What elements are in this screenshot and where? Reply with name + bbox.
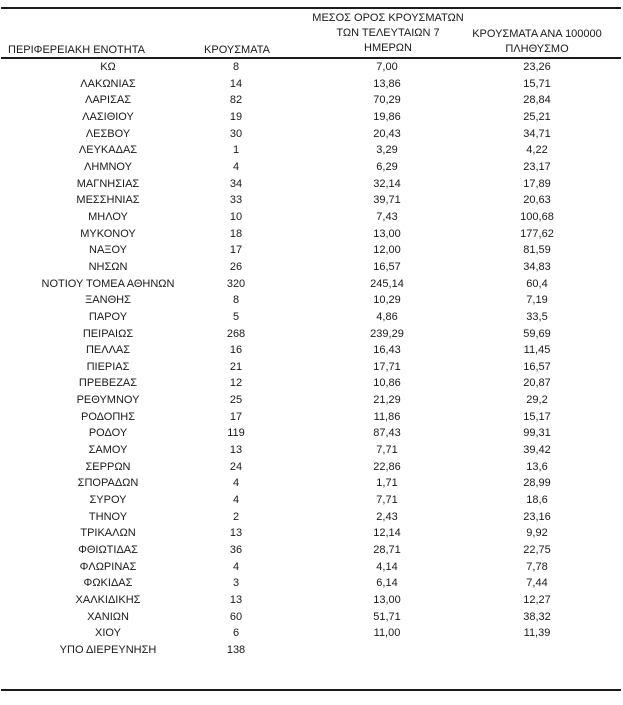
table-row bbox=[0, 242, 623, 259]
cases-cell: 14 bbox=[229, 77, 243, 90]
avg7-cell: 7,00 bbox=[376, 61, 398, 73]
region-cell: ΜΑΓΝΗΣΙΑΣ bbox=[76, 177, 140, 190]
per100k-cell: 38,32 bbox=[523, 610, 551, 623]
cases-cell: 4 bbox=[232, 560, 240, 573]
cases-cell: 24 bbox=[229, 460, 243, 473]
table-row bbox=[0, 642, 623, 659]
per100k-cell: 17,89 bbox=[523, 177, 551, 190]
cases-cell: 4 bbox=[232, 160, 240, 173]
cases-cell: 138 bbox=[226, 643, 246, 656]
per100k-cell: 20,87 bbox=[523, 377, 551, 390]
region-cell: ΣΠΟΡΑΔΩΝ bbox=[77, 477, 139, 490]
table-row bbox=[0, 92, 623, 109]
cases-cell: 82 bbox=[229, 94, 243, 107]
region-cell: ΜΥΚΟΝΟΥ bbox=[80, 227, 136, 240]
region-cell: ΛΗΜΝΟΥ bbox=[84, 160, 132, 173]
table-row bbox=[0, 226, 623, 243]
region-cell: ΠΕΛΛΑΣ bbox=[85, 344, 131, 357]
region-cell: ΡΟΔΟΠΗΣ bbox=[80, 410, 136, 423]
region-cell: ΠΡΕΒΕΖΑΣ bbox=[78, 377, 138, 390]
per100k-cell: 7,44 bbox=[526, 577, 548, 590]
avg7-cell: 87,43 bbox=[373, 427, 401, 440]
avg7-cell: 6,14 bbox=[376, 577, 398, 590]
region-cell: ΛΑΡΙΣΑΣ bbox=[84, 94, 132, 107]
table-row bbox=[0, 209, 623, 226]
region-cell: ΤΗΝΟΥ bbox=[88, 510, 128, 523]
table-row bbox=[0, 326, 623, 343]
table-row bbox=[0, 192, 623, 209]
region-cell: ΝΑΞΟΥ bbox=[89, 244, 127, 257]
cases-cell: 8 bbox=[232, 294, 240, 307]
table-row bbox=[0, 575, 623, 592]
cases-cell: 30 bbox=[229, 127, 243, 140]
per100k-cell: 13,6 bbox=[526, 460, 548, 473]
region-cell: ΦΩΚΙΔΑΣ bbox=[83, 577, 133, 590]
cases-cell: 6 bbox=[232, 627, 240, 640]
region-cell: ΥΠΟ ΔΙΕΡΕΥΝΗΣΗ bbox=[59, 643, 157, 656]
per100k-cell: 33,5 bbox=[526, 310, 548, 323]
table-body bbox=[0, 59, 623, 659]
cases-cell: 268 bbox=[226, 327, 246, 340]
avg7-cell: 10,86 bbox=[373, 377, 401, 390]
table-row bbox=[0, 392, 623, 409]
table-row bbox=[0, 559, 623, 576]
cases-cell: 2 bbox=[232, 510, 240, 523]
per100k-cell: 39,42 bbox=[523, 444, 551, 457]
table-row bbox=[0, 525, 623, 542]
per100k-cell: 4,22 bbox=[526, 144, 548, 157]
region-cell: ΣΑΜΟΥ bbox=[88, 444, 128, 457]
column-header-region: ΠΕΡΙΦΕΡΕΙΑΚΗ ΕΝΟΤΗΤΑ bbox=[8, 44, 145, 56]
cases-cell: 320 bbox=[226, 277, 246, 290]
per100k-cell: 23,16 bbox=[523, 510, 551, 523]
per100k-cell: 7,19 bbox=[526, 294, 548, 307]
region-cell: ΝΟΤΙΟΥ ΤΟΜΕΑ ΑΘΗΝΩΝ bbox=[41, 277, 175, 290]
avg7-cell: 16,43 bbox=[373, 344, 401, 357]
cases-cell: 13 bbox=[229, 444, 243, 457]
table-row bbox=[0, 609, 623, 626]
avg7-cell: 22,86 bbox=[373, 460, 401, 473]
avg7-cell: 13,00 bbox=[373, 594, 401, 606]
cases-cell: 4 bbox=[232, 494, 240, 507]
table-row bbox=[0, 592, 623, 609]
table-row bbox=[0, 142, 623, 159]
table-row bbox=[0, 309, 623, 326]
region-cell: ΞΑΝΘΗΣ bbox=[85, 294, 131, 307]
per100k-cell: 18,6 bbox=[526, 494, 548, 507]
avg7-cell: 11,00 bbox=[373, 627, 401, 640]
per100k-cell: 23,17 bbox=[523, 160, 551, 173]
per100k-cell: 23,26 bbox=[523, 61, 551, 73]
column-header-per100k-line1: ΚΡΟΥΣΜΑΤΑ ΑΝΑ 100000 bbox=[472, 28, 602, 40]
cases-cell: 10 bbox=[229, 210, 243, 223]
table-row bbox=[0, 459, 623, 476]
avg7-cell: 7,71 bbox=[376, 444, 398, 457]
avg7-cell: 7,71 bbox=[376, 494, 398, 507]
region-cell: ΧΑΝΙΩΝ bbox=[87, 610, 129, 623]
avg7-cell: 4,14 bbox=[376, 560, 398, 573]
per100k-cell: 29,2 bbox=[526, 394, 548, 407]
per100k-cell: 12,27 bbox=[523, 594, 551, 606]
per100k-cell: 15,71 bbox=[523, 77, 551, 90]
cases-cell: 13 bbox=[229, 594, 243, 606]
column-header-avg7days-line2: ΤΩΝ ΤΕΛΕΥΤΑΙΩΝ 7 bbox=[336, 27, 440, 39]
table-bottom-border bbox=[1, 689, 621, 691]
table-row bbox=[0, 359, 623, 376]
avg7-cell: 4,86 bbox=[376, 310, 398, 323]
avg7-cell: 12,00 bbox=[373, 244, 401, 257]
column-header-avg7days bbox=[312, 11, 463, 56]
avg7-cell: 39,71 bbox=[373, 194, 401, 207]
column-header-per100k-line2: ΠΛΗΘΥΣΜΟ bbox=[505, 43, 569, 55]
cases-cell: 12 bbox=[229, 377, 243, 390]
region-cell: ΤΡΙΚΑΛΩΝ bbox=[80, 527, 136, 540]
avg7-cell: 21,29 bbox=[373, 394, 401, 407]
per100k-cell: 59,69 bbox=[523, 327, 551, 340]
avg7-cell: 245,14 bbox=[370, 277, 404, 290]
per100k-cell: 22,75 bbox=[523, 544, 551, 557]
avg7-cell: 12,14 bbox=[373, 527, 401, 540]
region-cell: ΜΕΣΣΗΝΙΑΣ bbox=[76, 194, 140, 207]
region-cell: ΛΑΣΙΘΙΟΥ bbox=[82, 110, 134, 123]
table-row bbox=[0, 509, 623, 526]
column-header-cases: ΚΡΟΥΣΜΑΤΑ bbox=[204, 44, 270, 56]
avg7-cell: 51,71 bbox=[373, 610, 401, 623]
cases-cell: 36 bbox=[229, 544, 243, 557]
cases-cell: 21 bbox=[229, 360, 243, 373]
avg7-cell: 239,29 bbox=[370, 327, 404, 340]
table-row bbox=[0, 342, 623, 359]
avg7-cell: 11,86 bbox=[373, 410, 401, 423]
region-cell: ΧΙΟΥ bbox=[95, 627, 121, 640]
cases-cell: 4 bbox=[232, 477, 240, 490]
cases-cell: 1 bbox=[232, 144, 240, 157]
cases-cell: 8 bbox=[232, 61, 240, 73]
table-row bbox=[0, 475, 623, 492]
region-cell: ΛΑΚΩΝΙΑΣ bbox=[80, 77, 136, 90]
avg7-cell: 1,71 bbox=[376, 477, 398, 490]
table-row bbox=[0, 76, 623, 93]
per100k-cell: 28,99 bbox=[523, 477, 551, 490]
column-header-avg7days-line3: ΗΜΕΡΩΝ bbox=[364, 42, 412, 54]
per100k-cell: 100,68 bbox=[520, 210, 554, 223]
avg7-cell: 32,14 bbox=[373, 177, 401, 190]
table-row bbox=[0, 625, 623, 642]
column-header-per100k bbox=[472, 27, 602, 57]
cases-cell: 5 bbox=[232, 310, 240, 323]
table-row bbox=[0, 59, 623, 76]
cases-cell: 19 bbox=[229, 110, 243, 123]
column-header-avg7days-line1: ΜΕΣΟΣ ΟΡΟΣ ΚΡΟΥΣΜΑΤΩΝ bbox=[312, 12, 464, 24]
avg7-cell: 6,29 bbox=[376, 160, 398, 173]
region-cell: ΡΟΔΟΥ bbox=[88, 427, 128, 440]
cases-cell: 25 bbox=[229, 394, 243, 407]
table-row bbox=[0, 276, 623, 293]
table-row bbox=[0, 126, 623, 143]
cases-cell: 13 bbox=[229, 527, 243, 540]
per100k-cell: 9,92 bbox=[526, 527, 548, 540]
avg7-cell: 17,71 bbox=[373, 360, 401, 373]
avg7-cell: 70,29 bbox=[373, 94, 401, 107]
per100k-cell: 11,45 bbox=[523, 344, 551, 357]
avg7-cell: 28,71 bbox=[373, 544, 401, 557]
region-cell: ΝΗΣΩΝ bbox=[88, 260, 128, 273]
region-cell: ΣΕΡΡΩΝ bbox=[85, 460, 131, 473]
per100k-cell: 60,4 bbox=[526, 277, 548, 290]
avg7-cell: 7,43 bbox=[376, 210, 398, 223]
region-cell: ΜΗΛΟΥ bbox=[88, 210, 128, 223]
per100k-cell: 99,31 bbox=[523, 427, 551, 440]
cases-cell: 3 bbox=[232, 577, 240, 590]
per100k-cell: 34,83 bbox=[523, 260, 551, 273]
per100k-cell: 20,63 bbox=[523, 194, 551, 207]
region-cell: ΦΛΩΡΙΝΑΣ bbox=[79, 560, 137, 573]
cases-cell: 34 bbox=[229, 177, 243, 190]
avg7-cell: 20,43 bbox=[373, 127, 401, 140]
region-cell: ΠΕΙΡΑΙΩΣ bbox=[82, 327, 134, 340]
cases-cell: 33 bbox=[229, 194, 243, 207]
table-row bbox=[0, 375, 623, 392]
cases-cell: 18 bbox=[229, 227, 243, 240]
region-cell: ΠΙΕΡΙΑΣ bbox=[86, 360, 130, 373]
avg7-cell: 16,57 bbox=[373, 260, 401, 273]
table-row bbox=[0, 409, 623, 426]
per100k-cell: 16,57 bbox=[523, 360, 551, 373]
region-cell: ΛΕΣΒΟΥ bbox=[85, 127, 131, 140]
avg7-cell: 3,29 bbox=[376, 144, 398, 157]
region-cell: ΧΑΛΚΙΔΙΚΗΣ bbox=[75, 594, 141, 606]
per100k-cell: 15,17 bbox=[523, 410, 551, 423]
region-cell: ΠΑΡΟΥ bbox=[88, 310, 128, 323]
cases-cell: 26 bbox=[229, 260, 243, 273]
table-row bbox=[0, 442, 623, 459]
table-row bbox=[0, 176, 623, 193]
per100k-cell: 177,62 bbox=[520, 227, 554, 240]
table-row bbox=[0, 492, 623, 509]
region-cell: ΣΥΡΟΥ bbox=[89, 494, 127, 507]
avg7-cell: 10,29 bbox=[373, 294, 401, 307]
region-cell: ΛΕΥΚΑΔΑΣ bbox=[78, 144, 138, 157]
table-row bbox=[0, 425, 623, 442]
cases-cell: 17 bbox=[229, 244, 243, 257]
table-row bbox=[0, 292, 623, 309]
per100k-cell: 34,71 bbox=[523, 127, 551, 140]
table-row bbox=[0, 259, 623, 276]
region-cell: ΡΕΘΥΜΝΟΥ bbox=[76, 394, 140, 407]
region-cell: ΚΩ bbox=[100, 61, 116, 73]
cases-cell: 60 bbox=[229, 610, 243, 623]
region-cell: ΦΘΙΩΤΙΔΑΣ bbox=[78, 544, 138, 557]
avg7-cell: 13,00 bbox=[373, 227, 401, 240]
per100k-cell: 81,59 bbox=[523, 244, 551, 257]
avg7-cell: 19,86 bbox=[373, 110, 401, 123]
table-top-border bbox=[1, 7, 621, 9]
table-row bbox=[0, 542, 623, 559]
per100k-cell: 25,21 bbox=[523, 110, 551, 123]
table-row bbox=[0, 159, 623, 176]
per100k-cell: 7,78 bbox=[526, 560, 548, 573]
avg7-cell: 13,86 bbox=[373, 77, 401, 90]
per100k-cell: 28,84 bbox=[523, 94, 551, 107]
per100k-cell: 11,39 bbox=[523, 627, 551, 640]
avg7-cell: 2,43 bbox=[376, 510, 398, 523]
cases-cell: 16 bbox=[229, 344, 243, 357]
cases-cell: 17 bbox=[229, 410, 243, 423]
table-row bbox=[0, 109, 623, 126]
cases-cell: 119 bbox=[227, 427, 245, 440]
